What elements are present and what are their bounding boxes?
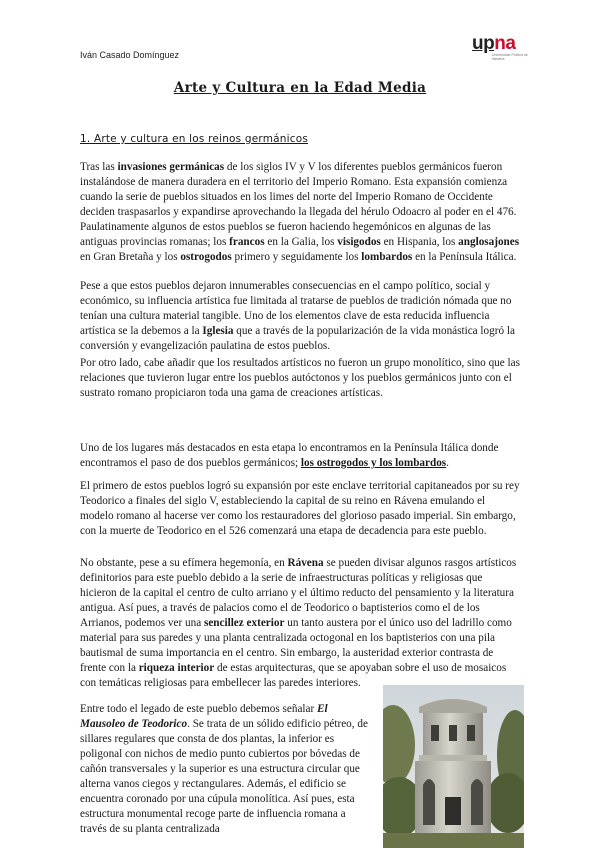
paragraph-1: Tras las invasiones germánicas de los siglos IV y V los diferentes pueblos germánicos fueron instalándose de manera duradera en el territorio del Imperio Romano. Esta expansión comienza cuando la serie de pueblos situados en los limes del norte del Imperio Romano de Occidente deciden traspasarlos y expandirse aprovechando la llegada del hérulo Odoacro al poder en el 476. Paulatinamente algunos de estos pueblos se fueron haciendo hegemónicos en algunas de las antiguas provincias romanas; los francos en la Galia, los visigodos en Hispania, los anglosajones en Gran Bretaña y los ostrogodos primero y seguidamente los lombardos en la Península Itálica. <box>80 161 520 263</box>
logo-text-na: na <box>494 33 516 54</box>
section-heading: 1. Arte y cultura en los reinos germánicos <box>80 133 309 145</box>
paragraph-7: Entre todo el legado de este pueblo debemos señalar El Mausoleo de Teodorico. Se trata de un sólido edificio pétreo, de sillares regulares que consta de dos plantas, la inferior es poligonal con nichos de medio punto cubiertos por bóvedas de cañón transversales y la superior es una estructura circular que alterna vanos ciegos y rectangulares. Además, el edificio se encuentra coronado por una cúpula monolítica. Así pues, esta estructura monumental recoge parte de influencia romana a través de su planta centralizada <box>80 703 368 835</box>
author-name: Iván Casado Domínguez <box>80 50 180 60</box>
paragraph-4: Uno de los lugares más destacados en esta etapa lo encontramos en la Península Itálica donde encontramos el paso de dos pueblos germánicos; los ostrogodos y los lombardos. <box>80 442 499 469</box>
logo-wordmark <box>472 34 528 53</box>
paragraph-3: Por otro lado, cabe añadir que los resultados artísticos no fueron un grupo monolítico, sino que las relaciones que tuvieron lugar entre los pueblos autóctonos y los pueblos germánicos junto con el sustrato romano propiciaron toda una gama de creaciones artísticas. <box>80 357 520 399</box>
logo-text-up: up <box>472 33 495 54</box>
paragraph-2: Pese a que estos pueblos dejaron innumerables consecuencias en el campo político, social y económico, su influencia artística fue limitada al tratarse de pueblos de tradición nómada que no tenían una cultura material tangible. Uno de los elementos clave de esta reducida influencia artística se la debemos a la Iglesia que a través de la popularización de la vida monástica logró la conversión y evangelización paulatina de estos pueblos. <box>80 280 515 352</box>
mausoleum-photo <box>383 685 524 848</box>
page-title: Arte y Cultura en la Edad Media <box>173 80 427 96</box>
logo-subtitle: Universidad Pública de Navarra <box>492 53 528 61</box>
ostrogodos-lombardos-link: los ostrogodos y los lombardos <box>300 457 447 469</box>
university-logo <box>472 34 528 64</box>
paragraph-5: El primero de estos pueblos logró su expansión por este enclave territorial capitaneados por su rey Teodorico a finales del siglo V, estableciendo la capital de su reino en Rávena emulando el modelo romano al hacerse ver como los restauradores del glorioso pasado imperial. Sin embargo, con la muerte de Teodorico en el 526 comenzará una etapa de decadencia para este pueblo. <box>80 480 520 537</box>
paragraph-6: No obstante, pese a su efímera hegemonía, en Rávena se pueden divisar algunos rasgos artísticos definitorios para este pueblo debido a la serie de infraestructuras políticas y religiosas que hicieron de la capital el centro de culto arriano y el último reducto del pensamiento y la literatura antigua. Así pues, a través de palacios como el de Teodorico o baptisterios como el de los Arrianos, podemos ver una sencillez exterior un tanto austera por el único uso del ladrillo como material para sus paredes y una planta centralizada octogonal en los baptisterios con una pila bautismal de suma importancia en el centro. Sin embargo, la austeridad exterior contrasta de frente con la riqueza interior de estas arquitecturas, que se apoyaban sobre el uso de mosaicos con temáticas religiosas para embellecer las paredes interiores. <box>80 557 517 689</box>
